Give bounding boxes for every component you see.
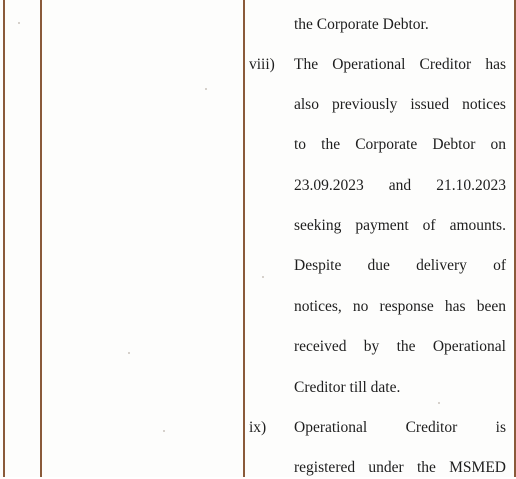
word: of [493, 257, 506, 274]
word: response [379, 298, 434, 315]
word: received [294, 338, 347, 355]
word: the [396, 338, 416, 355]
word: Debtor [432, 136, 476, 153]
text-line [294, 457, 506, 479]
word: to [294, 136, 307, 153]
text-line [294, 175, 506, 197]
scan-speck [205, 88, 207, 90]
text-line [294, 255, 506, 277]
word: Creditor [419, 56, 472, 73]
word: is [495, 419, 506, 436]
table-border-column-1 [40, 0, 42, 477]
word: has [444, 298, 466, 315]
word: no [352, 298, 369, 315]
word: Operational [294, 419, 368, 436]
word: has [485, 56, 506, 73]
text-line [294, 336, 506, 358]
word: notices [462, 96, 506, 113]
word: previously [331, 96, 398, 113]
word: The [294, 56, 319, 73]
word: and [388, 177, 412, 194]
text-line: the Corporate Debtor. [294, 16, 429, 33]
scan-speck [262, 276, 264, 278]
word: seeking [294, 217, 342, 234]
word: under [368, 459, 404, 476]
word: amounts. [449, 217, 506, 234]
word: 23.09.2023 [294, 177, 364, 194]
text-line [294, 417, 506, 439]
word: Operational [432, 338, 506, 355]
table-border-column-2 [243, 0, 245, 477]
item-number: ix) [249, 419, 267, 436]
text-line [294, 296, 506, 318]
word: issued [410, 96, 450, 113]
word: registered [294, 459, 356, 476]
word: the [321, 136, 341, 153]
word: Despite [294, 257, 342, 274]
text-line [294, 134, 506, 156]
word: MSMED [449, 459, 506, 476]
word: payment [355, 217, 409, 234]
text-line: Creditor till date. [294, 379, 401, 396]
word: by [363, 338, 380, 355]
word: Creditor [405, 419, 458, 436]
word: 21.10.2023 [436, 177, 506, 194]
scan-speck [438, 402, 440, 404]
table-border-left [3, 0, 5, 477]
scan-speck [18, 22, 20, 24]
word: notices, [294, 298, 342, 315]
text-line [294, 94, 506, 116]
item-number: viii) [249, 56, 275, 73]
scan-speck [128, 352, 130, 354]
word: of [422, 217, 436, 234]
text-line [294, 54, 506, 76]
word: also [294, 96, 319, 113]
word: the [416, 459, 436, 476]
word: delivery [416, 257, 467, 274]
word: due [367, 257, 390, 274]
word: Corporate [355, 136, 418, 153]
word: Operational [332, 56, 406, 73]
text-line [294, 215, 506, 237]
scan-speck [163, 430, 165, 432]
word: been [476, 298, 506, 315]
word: on [490, 136, 506, 153]
